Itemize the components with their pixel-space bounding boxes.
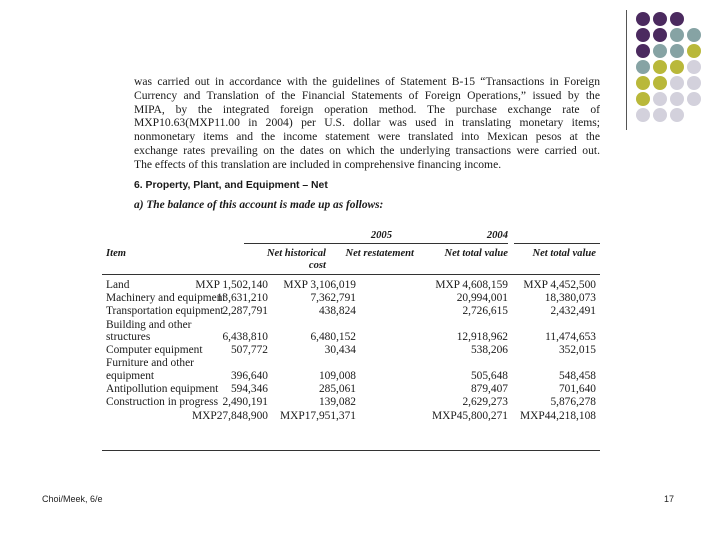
row-value: 12,918,962	[456, 331, 508, 343]
table-bottom-rule	[102, 450, 600, 451]
paragraph-line: was carried out in accordance with the guidelines of Statement B-15 “Transactions in Foreign	[134, 75, 600, 88]
row-value: 505,648	[470, 369, 508, 382]
decor-dot	[636, 108, 650, 122]
row-value: 6,438,810	[222, 331, 268, 343]
decor-vertical-line	[626, 10, 627, 130]
ppe-table	[102, 228, 600, 452]
decor-dot	[653, 44, 667, 58]
row-value: 879,407	[470, 383, 508, 395]
paragraph-line: MIPA, by the integrated foreign operation method. The purchase exchange rate of	[134, 102, 600, 116]
decor-dot	[670, 60, 684, 74]
section-subheading: a) The balance of this account is made up as follows:	[134, 199, 384, 211]
decor-dot	[670, 44, 684, 58]
header-rule-years	[244, 243, 508, 244]
decor-dot	[687, 60, 701, 74]
row-item-label: Machinery and equipment	[106, 292, 226, 305]
paragraph-line: exchange rates prevailing on the dates on which the underlying transactions were carried out.	[134, 143, 600, 157]
decor-dot	[636, 44, 650, 58]
row-value: 594,346	[230, 383, 268, 395]
row-value: 2,287,791	[222, 305, 268, 318]
row-value: 6,480,152	[310, 331, 356, 343]
column-header-net-historical-cost: cost	[308, 260, 326, 271]
row-item-label: Transportation equipment	[106, 305, 224, 318]
row-value: 507,772	[230, 344, 268, 357]
row-value: 11,474,653	[545, 331, 596, 343]
row-value: 538,206	[470, 344, 508, 357]
decor-dot	[636, 92, 650, 106]
row-item-label: Antipollution equipment	[106, 383, 219, 395]
column-header-item: Item	[106, 248, 127, 259]
row-value: MXP 4,608,159	[435, 279, 508, 291]
row-value: 30,434	[324, 344, 356, 357]
row-value: 13,631,210	[216, 292, 268, 305]
column-header-net-total-value-2005: Net total value	[444, 248, 508, 259]
row-item-label: Land	[106, 279, 130, 291]
body-paragraph	[134, 75, 600, 172]
row-value: 20,994,001	[456, 292, 508, 305]
row-value: 285,061	[318, 383, 356, 395]
decor-dot	[670, 12, 684, 26]
row-value: 109,008	[318, 369, 356, 382]
row-value: 2,726,615	[462, 305, 508, 318]
row-value: 2,432,491	[550, 305, 596, 318]
year-label-2004: 2004	[486, 230, 508, 241]
total-value: MXP45,800,271	[432, 410, 508, 423]
decor-dot	[687, 28, 701, 42]
row-value: 352,015	[558, 344, 596, 357]
page-number: 17	[664, 494, 675, 504]
row-value: 701,640	[558, 383, 596, 395]
decor-dot	[687, 92, 701, 106]
decor-dot	[670, 76, 684, 90]
decor-dot	[653, 92, 667, 106]
row-value: 18,380,073	[544, 292, 596, 305]
row-value: MXP 3,106,019	[283, 279, 356, 291]
decor-dot	[687, 76, 701, 90]
footer-citation: Choi/Meek, 6/e	[42, 494, 103, 504]
row-value: 438,824	[318, 305, 356, 318]
paragraph-line: nonmonetary items and the income statement were translated into Mexican pesos at the	[134, 130, 600, 144]
column-header-net-total-value-2004: Net total value	[532, 248, 596, 259]
year-label-2005: 2005	[370, 230, 392, 241]
column-header-net-restatement: Net restatement	[345, 248, 414, 259]
decor-dot	[636, 28, 650, 42]
row-value: MXP 4,452,500	[523, 279, 596, 291]
decor-dot	[670, 28, 684, 42]
section-heading: 6. Property, Plant, and Equipment – Net	[134, 180, 328, 191]
decor-dot	[653, 12, 667, 26]
decor-dot	[670, 92, 684, 106]
row-value: 548,458	[558, 369, 596, 382]
total-value: MXP17,951,371	[280, 410, 356, 423]
header-bottom-rule	[102, 274, 600, 275]
decor-dot	[653, 76, 667, 90]
row-value: 2,629,273	[462, 396, 508, 409]
row-item-label: Computer equipment	[106, 344, 203, 357]
paragraph-line: The effects of this translation are included in comprehensive financing income.	[134, 157, 502, 171]
row-item-label: Building and other	[106, 318, 192, 331]
decor-dot	[636, 76, 650, 90]
row-item-label: equipment	[106, 369, 155, 382]
decor-dot	[653, 28, 667, 42]
row-item-label: Furniture and other	[106, 357, 194, 370]
column-header-net-historical-cost: Net historical	[266, 248, 326, 259]
row-value: 7,362,791	[310, 292, 356, 305]
decor-dot	[687, 44, 701, 58]
header-rule-years	[514, 243, 600, 244]
total-value: MXP27,848,900	[192, 410, 268, 423]
row-value: MXP 1,502,140	[195, 279, 268, 291]
row-value: 396,640	[230, 369, 268, 382]
decor-dot	[653, 108, 667, 122]
row-item-label: Construction in progress	[106, 396, 218, 409]
decor-dot-grid	[636, 12, 720, 124]
total-value: MXP44,218,108	[520, 410, 596, 423]
row-item-label: structures	[106, 331, 151, 343]
decor-dot	[670, 108, 684, 122]
row-value: 2,490,191	[222, 396, 268, 409]
paragraph-line: MXP10.63(MXP11.00 in 2004) per U.S. dollar was used in translating monetary items;	[134, 116, 600, 130]
row-value: 5,876,278	[550, 396, 596, 409]
decor-dot	[636, 60, 650, 74]
paragraph-line: Currency and Translation of the Financial Statements of Foreign Operations,” issued by the	[134, 88, 600, 102]
decor-dot	[636, 12, 650, 26]
decor-dot	[653, 60, 667, 74]
row-value: 139,082	[318, 396, 356, 409]
